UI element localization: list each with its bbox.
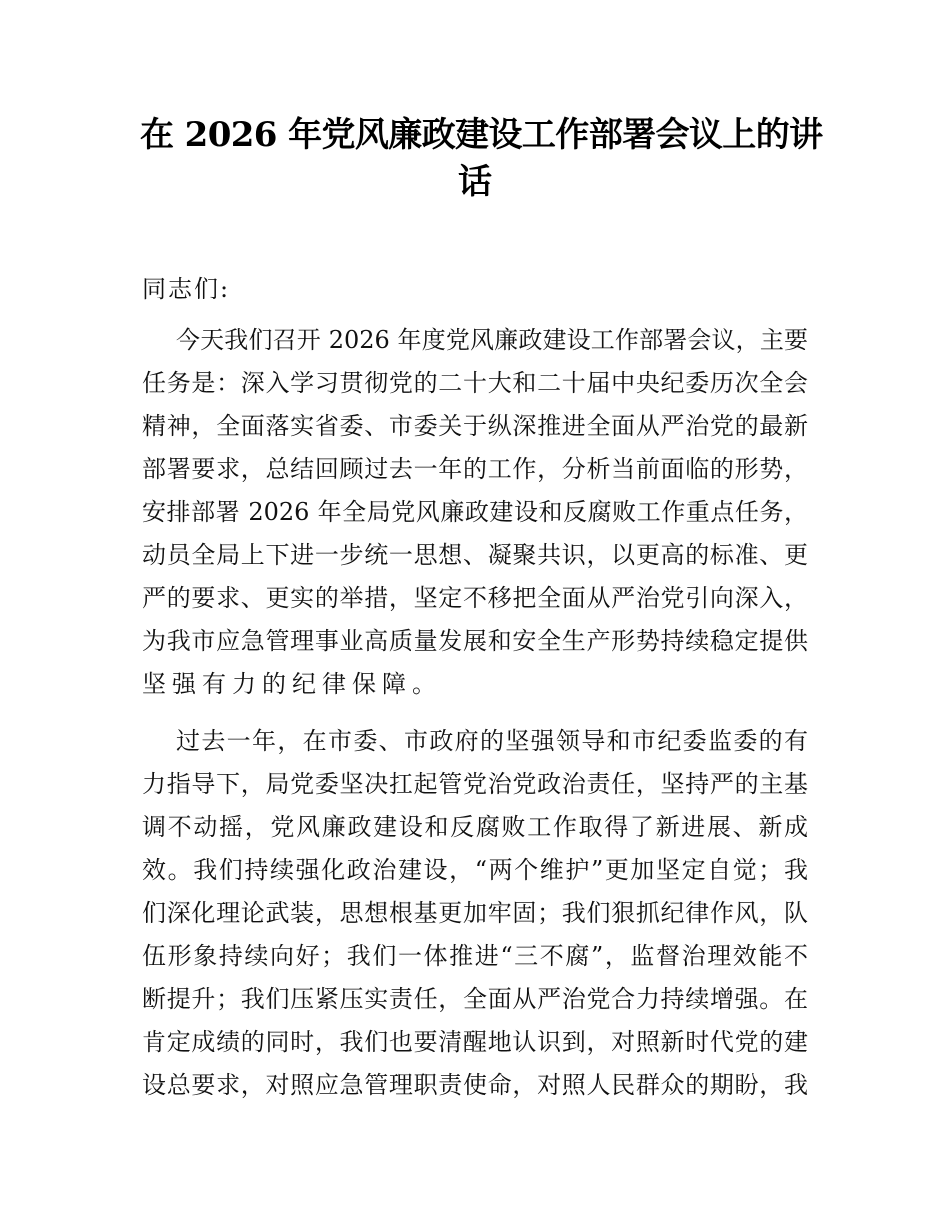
paragraph-line: 肯定成绩的同时，我们也要清醒地认识到，对照新时代党的建 xyxy=(142,1028,808,1056)
paragraph-line: 力指导下，局党委坚决扛起管党治党政治责任，坚持严的主基 xyxy=(142,770,808,798)
paragraph-line: 调不动摇，党风廉政建设和反腐败工作取得了新进展、新成 xyxy=(142,813,808,841)
paragraph-line: 任务是：深入学习贯彻党的二十大和二十届中央纪委历次全会 xyxy=(142,369,808,397)
paragraph-line: 过去一年，在市委、市政府的坚强领导和市纪委监委的有 xyxy=(176,727,808,755)
paragraph-line: 严的要求、更实的举措，坚定不移把全面从严治党引向深入， xyxy=(142,584,808,612)
paragraph-line: 们深化理论武装，思想根基更加牢固；我们狠抓纪律作风，队 xyxy=(142,899,808,927)
document-title-line-2: 话 xyxy=(458,162,492,202)
document-title-line-1: 在 2026 年党风廉政建设工作部署会议上的讲 xyxy=(140,115,823,155)
paragraph-line: 断提升；我们压紧压实责任，全面从严治党合力持续增强。在 xyxy=(142,985,808,1013)
paragraph-line: 动员全局上下进一步统一思想、凝聚共识，以更高的标准、更 xyxy=(142,541,808,569)
paragraph-line: 设总要求，对照应急管理职责使命，对照人民群众的期盼，我 xyxy=(142,1071,808,1099)
paragraph-line: 今天我们召开 2026 年度党风廉政建设工作部署会议，主要 xyxy=(176,326,808,354)
paragraph-line: 部署要求，总结回顾过去一年的工作，分析当前面临的形势， xyxy=(142,455,808,483)
paragraph-line: 为我市应急管理事业高质量发展和安全生产形势持续稳定提供 xyxy=(142,627,808,655)
paragraph-line: 安排部署 2026 年全局党风廉政建设和反腐败工作重点任务， xyxy=(142,498,808,526)
paragraph-line: 坚强有力的纪律保障。 xyxy=(142,670,442,698)
salutation: 同志们: xyxy=(142,275,231,303)
paragraph-line: 效。我们持续强化政治建设，“两个维护”更加坚定自觉；我 xyxy=(142,856,808,884)
paragraph-line: 伍形象持续向好；我们一体推进“三不腐”，监督治理效能不 xyxy=(142,942,808,970)
paragraph-line: 精神，全面落实省委、市委关于纵深推进全面从严治党的最新 xyxy=(142,412,808,440)
